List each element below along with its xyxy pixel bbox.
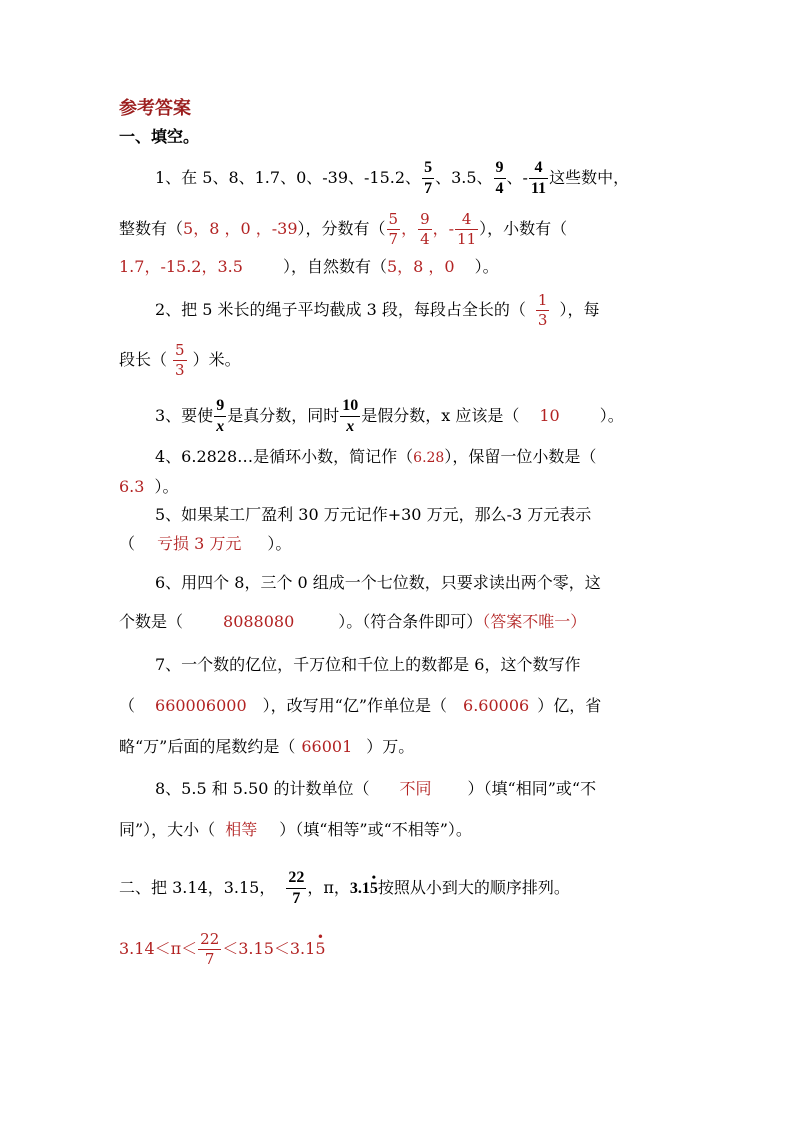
q6-line2: 个数是（ 8088080 ）。（符合条件即可）（答案不唯一）: [119, 612, 587, 631]
q7-line2: （ 660006000 ），改写用“亿”作单位是（ 6.60006 ）亿，省: [119, 696, 602, 715]
q1-line2: 整数有（5，8 ，0 ，-39），分数有（ $\frac{5}{7}$ ， $\frac{9}{4}$ ，- $\frac{4}{11}$ ），小数有（: [119, 210, 568, 248]
answer-fraction-9-4: $\frac{9}{4}$: [420, 210, 430, 248]
q2-line1: 2、把 5 米长的绳子平均截成 3 段，每段占全长的（ $\frac{1}{3}$ ），每: [155, 291, 600, 329]
answer-natural: 5，8 ，0: [386, 257, 455, 276]
q7-line1: 7、一个数的亿位，千万位和千位上的数都是 6，这个数写作: [155, 655, 581, 674]
q4-line2: 6.3 ）。: [119, 477, 179, 496]
answer-q4-b: 6.3: [119, 477, 145, 496]
answer-fraction-5-7: $\frac{5}{7}$: [388, 210, 399, 248]
fraction-22-7: $\frac{22}{7}$: [288, 869, 305, 907]
section2-answer: 3.14＜π＜ $\frac{22}{7}$ ＜3.15＜3.1• 5: [119, 932, 326, 967]
note-q6: （答案不唯一）: [482, 612, 587, 631]
q8-line1: 8、5.5 和 5.50 的计数单位（ 不同 ）（填“相同”或“不: [155, 779, 597, 798]
answer-q7-a: 660006000: [155, 696, 247, 715]
section1-heading: 一、填空。: [119, 127, 200, 146]
repeating-decimal-3-15: 3.1• 5: [350, 880, 378, 897]
answer-fraction-1-3: $\frac{1}{3}$: [537, 291, 548, 329]
q2-line2: 段长（ $\frac{5}{3}$ ）米。: [119, 341, 241, 379]
answer-integers: 5，8 ，0 ，-39: [183, 219, 298, 238]
q8-line2: 同”），大小（ 相等 ）（填“相等”或“不相等”）。: [119, 820, 472, 839]
answer-q6: 8088080: [223, 612, 295, 631]
q6-line1: 6、用四个 8，三个 0 组成一个七位数，只要求读出两个零，这: [155, 573, 601, 592]
q3-line: 3、要使 $\frac{9}{x}$ 是真分数，同时 $\frac{10}{x}$ 是假分数，x 应该是（ 10 ）。: [155, 397, 624, 435]
answer-q8-b: 相等: [225, 820, 258, 839]
page-title: 参考答案: [119, 98, 191, 119]
answer-q7-b: 6.60006: [463, 696, 530, 715]
q4-line1: 4、6.2828…是循环小数，简记作（6.28），保留一位小数是（: [155, 447, 597, 466]
answer-decimals: 1.7，-15.2，3.5: [119, 257, 243, 276]
fraction-5-7: $\frac{5}{7}$: [424, 159, 433, 197]
fraction-10-x: $\frac{10}{x}$: [342, 397, 359, 435]
q7-line3: 略“万”后面的尾数约是（ 66001 ）万。: [119, 737, 415, 756]
q5-line1: 5、如果某工厂盈利 30 万元记作+30 万元，那么-3 万元表示: [155, 505, 592, 524]
answer-q8-a: 不同: [399, 779, 432, 798]
answer-fraction-22-7: $\frac{22}{7}$: [200, 930, 220, 968]
section2-question: 二、把 3.14，3.15， $\frac{22}{7}$ ，π，3.1• 5按照从小到大的顺序排列。: [119, 870, 570, 907]
answer-q5: 亏损 3 万元: [157, 534, 242, 553]
q5-line2: （ 亏损 3 万元 ）。: [119, 534, 292, 553]
answer-q7-c: 66001: [301, 737, 353, 756]
answer-q3: 10: [539, 406, 560, 425]
fraction-9-4: $\frac{9}{4}$: [495, 159, 504, 197]
fraction-4-11: $\frac{4}{11}$: [530, 159, 547, 197]
answer-fraction-4-11: $\frac{4}{11}$: [457, 210, 477, 248]
answer-q4-a: 6.28: [413, 450, 445, 466]
answer-fraction-5-3: $\frac{5}{3}$: [175, 341, 185, 379]
q1-line1: 1、在 5、8、1.7、0、-39、-15.2、 $\frac{5}{7}$ 、3.5、 $\frac{9}{4}$ 、- $\frac{4}{11}$ 这些数中，: [155, 159, 630, 197]
fraction-9-x: $\frac{9}{x}$: [216, 397, 225, 435]
q1-line3: 1.7，-15.2，3.5 ），自然数有（5，8 ，0 ）。: [119, 257, 499, 276]
